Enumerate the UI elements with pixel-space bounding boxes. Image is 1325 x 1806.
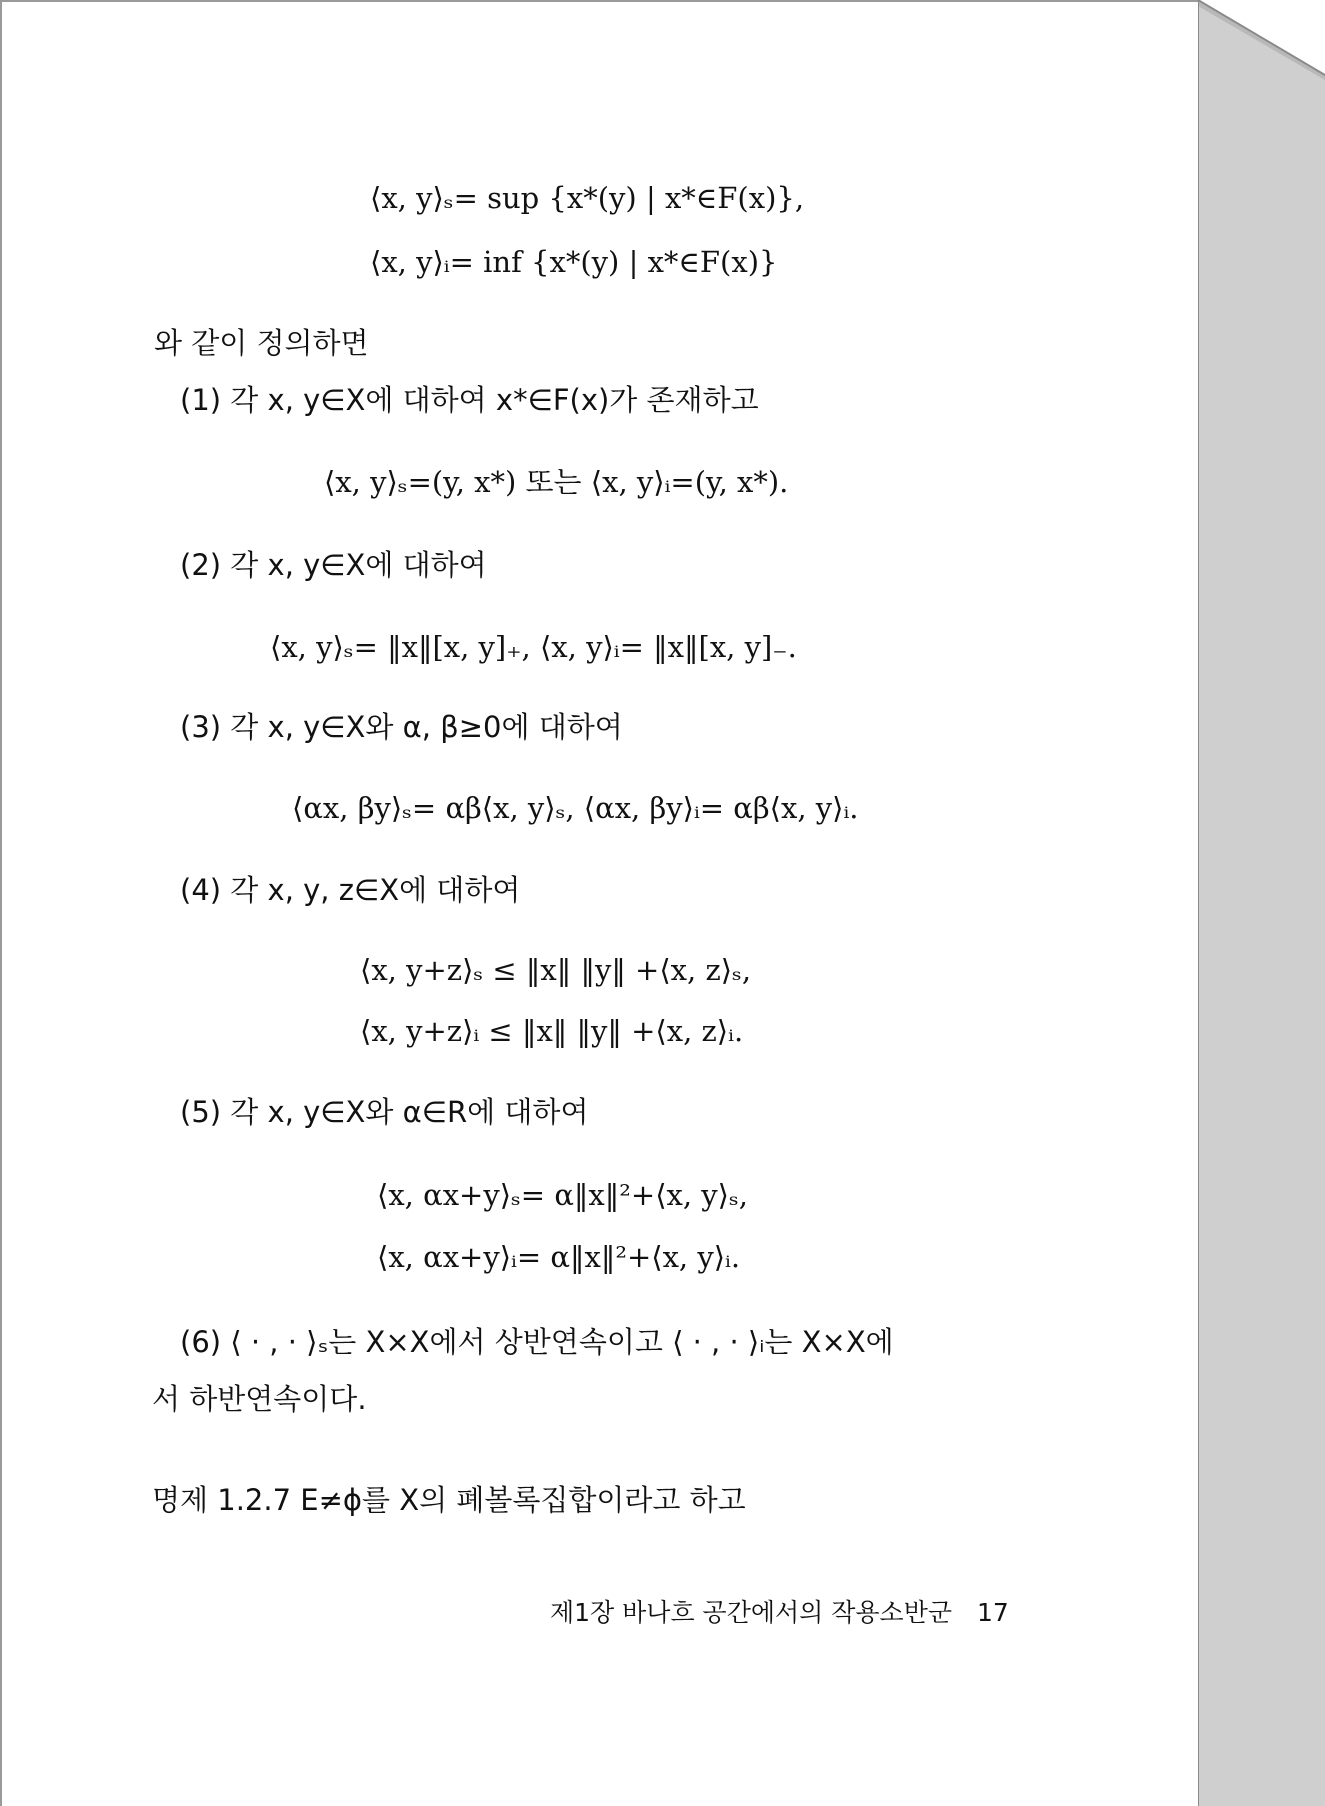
property-1-heading: (1) 각 x, y∈X에 대하여 x*∈F(x)가 존재하고 [180,383,759,417]
definition-sup-line: ⟨x, y⟩ₛ= sup {x*(y) | x*∈F(x)}, [370,181,805,215]
property-2-heading: (2) 각 x, y∈X에 대하여 [180,548,487,582]
property-5-equation-s: ⟨x, αx+y⟩ₛ= α‖x‖²+⟨x, y⟩ₛ, [377,1178,748,1212]
footer-chapter-title: 제1장 바나흐 공간에서의 작용소반군 [550,1598,952,1627]
property-3-equation: ⟨αx, βy⟩ₛ= αβ⟨x, y⟩ₛ, ⟨αx, βy⟩ᵢ= αβ⟨x, y⟩ᵢ. [292,791,859,825]
property-1-equation: ⟨x, y⟩ₛ=(y, x*) 또는 ⟨x, y⟩ᵢ=(y, x*). [324,465,789,499]
proposition-1-2-7: 명제 1.2.7 E≠ϕ를 X의 폐볼록집합이라고 하고 [152,1483,746,1517]
property-5-equation-i: ⟨x, αx+y⟩ᵢ= α‖x‖²+⟨x, y⟩ᵢ. [377,1240,741,1274]
intro-text: 와 같이 정의하면 [154,326,369,360]
property-6-line-2: 서 하반연속이다. [152,1382,367,1416]
property-3-heading: (3) 각 x, y∈X와 α, β≥0에 대하여 [180,710,623,744]
definition-inf-line: ⟨x, y⟩ᵢ= inf {x*(y) | x*∈F(x)} [370,245,778,279]
property-4-equation-s: ⟨x, y+z⟩ₛ ≤ ‖x‖ ‖y‖ +⟨x, z⟩ₛ, [360,953,752,987]
property-2-equation: ⟨x, y⟩ₛ= ‖x‖[x, y]₊, ⟨x, y⟩ᵢ= ‖x‖[x, y]₋. [270,630,797,664]
property-5-heading: (5) 각 x, y∈X와 α∈R에 대하여 [180,1095,589,1129]
property-4-equation-i: ⟨x, y+z⟩ᵢ ≤ ‖x‖ ‖y‖ +⟨x, z⟩ᵢ. [360,1014,744,1048]
page-number: 17 [977,1598,1009,1627]
property-6-line-1: (6) ⟨ · , · ⟩ₛ는 X×X에서 상반연속이고 ⟨ · , · ⟩ᵢ는 X×X에 [180,1325,894,1359]
book-side-edge [1198,0,1325,1806]
property-4-heading: (4) 각 x, y, z∈X에 대하여 [180,873,521,907]
